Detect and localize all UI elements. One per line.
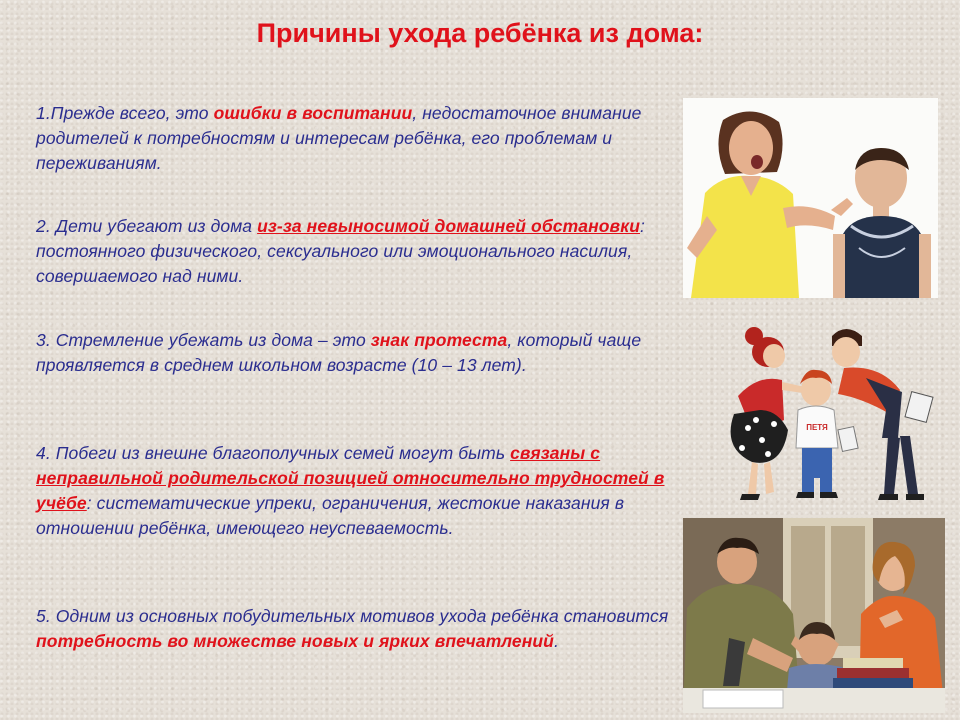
child-shirt-label: ПЕТЯ bbox=[806, 423, 828, 432]
photo-mother-scolding-boy-image bbox=[683, 98, 938, 298]
paragraph-5-text-end: . bbox=[553, 631, 559, 651]
paragraph-1-highlight: ошибки в воспитании bbox=[213, 103, 413, 123]
paragraph-3-text-end: , который чаще проявляется в среднем школьном возрасте (10 – 13 лет). bbox=[36, 330, 642, 375]
paragraph-2 bbox=[36, 214, 676, 289]
photo-mother-scolding-boy bbox=[683, 98, 938, 298]
paragraph-1-text-end: , недостаточное внимание родителей к потребностям и интересам ребёнка, его проблемам и переживаниям. bbox=[36, 103, 642, 173]
paragraph-3-highlight: знак протеста bbox=[370, 330, 508, 350]
paragraph-3 bbox=[36, 328, 706, 378]
photo-homework-stress bbox=[683, 518, 945, 713]
photo-homework-stress-image bbox=[683, 518, 945, 713]
paragraph-5 bbox=[36, 604, 696, 654]
paragraph-3-text: 3. Стремление убежать из дома – это bbox=[36, 330, 371, 350]
paragraph-4-text-end: : систематические упреки, ограничения, жестокие наказания в отношении ребёнка, имеющего неуспеваемость. bbox=[36, 493, 625, 538]
page-title: Причины ухода ребёнка из дома: bbox=[256, 18, 704, 48]
paragraph-2-text: 2. Дети убегают из дома bbox=[36, 216, 258, 236]
paragraph-5-text: 5. Одним из основных побудительных мотивов ухода ребёнка становится bbox=[36, 606, 669, 626]
paragraph-4-text: 4. Побеги из внешне благополучных семей могут быть bbox=[36, 443, 511, 463]
paragraph-2-highlight: из-за невыносимой домашней обстановки bbox=[257, 216, 640, 236]
cartoon-parents-arguing-image bbox=[712, 318, 937, 504]
paragraph-4-highlight: связаны с неправильной родительской позицией относительно трудностей в учёбе bbox=[36, 443, 665, 513]
paragraph-1-text: 1.Прежде всего, это bbox=[36, 103, 214, 123]
paragraph-5-highlight: потребность во множестве новых и ярких впечатлений bbox=[36, 631, 554, 651]
cartoon-parents-arguing bbox=[712, 318, 937, 504]
paragraph-1 bbox=[36, 101, 676, 176]
paragraph-4 bbox=[36, 441, 706, 541]
paragraph-2-text-end: : постоянного физического, сексуального или эмоционального насилия, совершаемого над ними. bbox=[36, 216, 645, 286]
